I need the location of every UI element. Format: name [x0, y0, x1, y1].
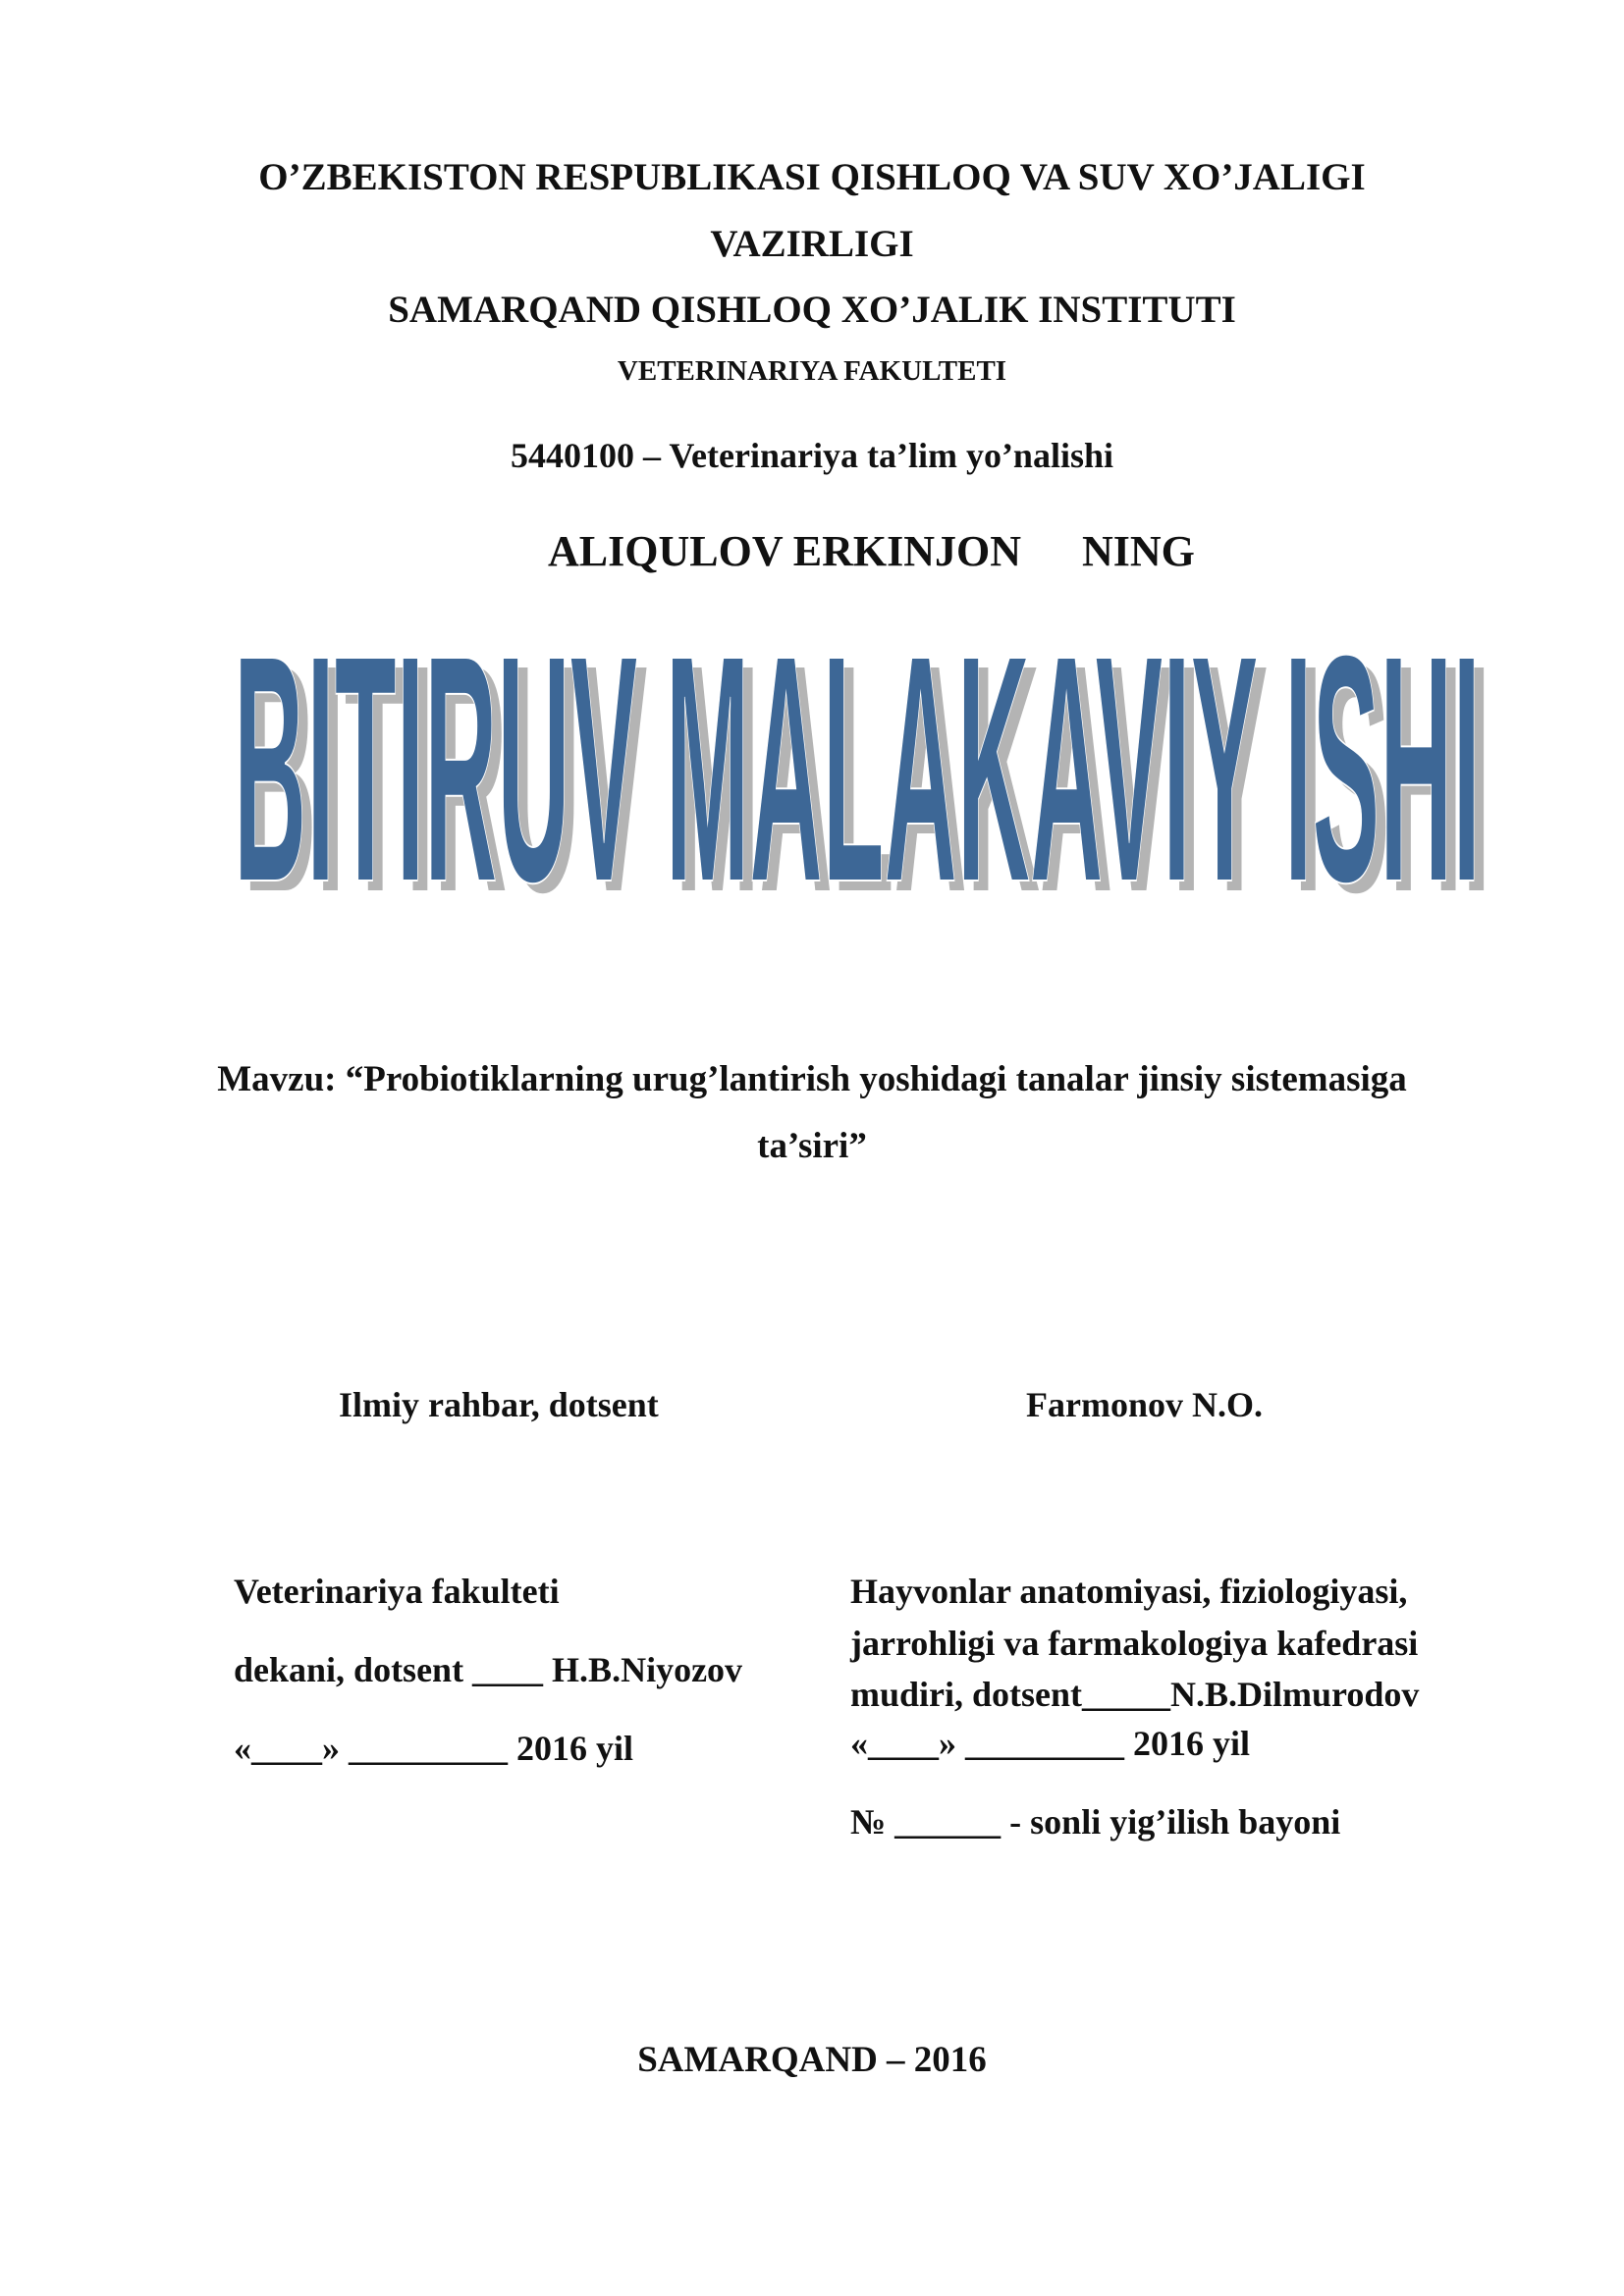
city-year: SAMARQAND – 2016 — [637, 2040, 987, 2080]
dean-line-1: Veterinariya fakulteti — [234, 1572, 560, 1611]
department-line-2: jarrohligi va farmakologiya kafedrasi — [850, 1624, 1419, 1663]
supervisor-name: Farmonov N.O. — [1026, 1385, 1263, 1424]
topic-line-1: Mavzu: “Probiotiklarning urug’lantirish yoshidagi tanalar jinsiy sistemasiga — [217, 1059, 1407, 1099]
topic-line-2: ta’siri” — [757, 1126, 867, 1166]
dean-line-2: dekani, dotsent ____ H.B.Niyozov — [234, 1650, 743, 1689]
institute-name: SAMARQAND QISHLOQ XO’JALIK INSTITUTI — [388, 289, 1236, 331]
thesis-title-svg — [229, 587, 1495, 959]
dean-date: «____» _________ 2016 yil — [234, 1729, 634, 1768]
supervisor-role: Ilmiy rahbar, dotsent — [339, 1385, 659, 1424]
thesis-title-shadow: BITIRUV MALAKAVIY ISHI — [244, 597, 1490, 959]
thesis-title-text: BITIRUV MALAKAVIY ISHI — [234, 587, 1481, 949]
thesis-title-banner — [229, 587, 1495, 959]
ministry-line-2: VAZIRLIGI — [710, 223, 914, 265]
study-direction: 5440100 – Veterinariya ta’lim yo’nalishi — [511, 436, 1113, 475]
faculty-name: VETERINARIYA FAKULTETI — [617, 355, 1007, 387]
protocol-number: № ______ - sonli yig’ilish bayoni — [850, 1802, 1341, 1842]
author-suffix: NING — [1082, 527, 1195, 575]
department-date: «____» _________ 2016 yil — [850, 1724, 1251, 1763]
department-line-1: Hayvonlar anatomiyasi, fiziologiyasi, — [850, 1572, 1408, 1611]
author-name: ALIQULOV ERKINJON — [548, 527, 1022, 575]
department-line-3: mudiri, dotsent_____N.B.Dilmurodov — [850, 1675, 1420, 1714]
ministry-line-1: O’ZBEKISTON RESPUBLIKASI QISHLOQ VA SUV XO’JALIGI — [258, 156, 1366, 198]
